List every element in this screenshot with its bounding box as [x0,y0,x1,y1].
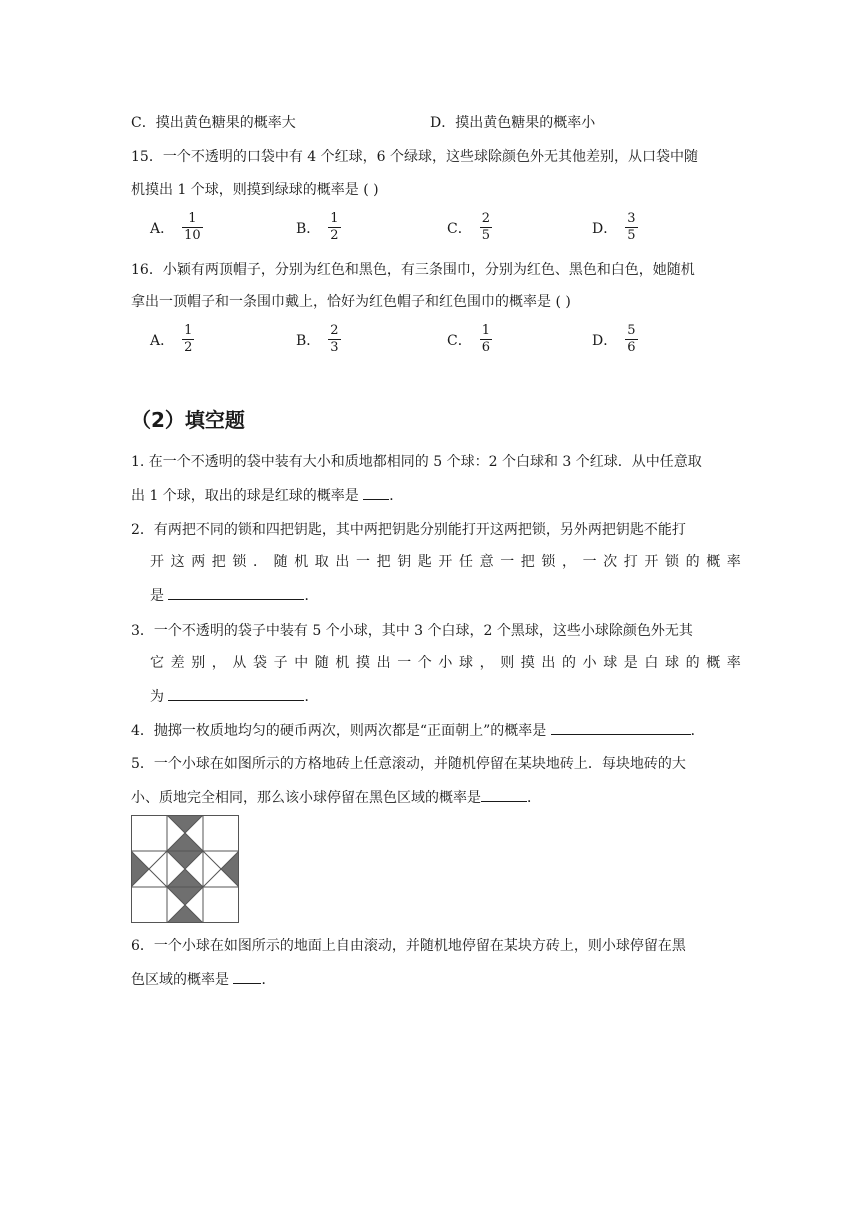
option-label: A． [150,220,175,237]
fill-q5-line1: 5．一个小球在如图所示的方格地砖上任意滚动，并随机停留在某块地砖上．每块地砖的大 [131,756,686,772]
fraction [182,211,203,244]
fill-q3-text: 为 [150,689,169,705]
fraction [480,323,492,356]
fill-q4-line [131,720,705,741]
shaded-triangle [131,851,149,887]
numerator: 2 [481,211,490,226]
tile-floor-figure [131,815,239,923]
fill-q4-text: 4．抛掷一枚质地均匀的硬币两次，则两次都是“正面朝上”的概率是 [131,723,551,739]
period: ． [389,488,404,504]
q15-option-d [592,211,638,244]
option-label: A． [150,332,175,349]
answer-blank [363,485,389,500]
option-label: C． [447,220,472,237]
q16-stem-line2: 拿出一顶帽子和一条围巾戴上，恰好为红色帽子和红色围巾的概率是 ( ) [131,294,571,310]
q16-option-d [592,323,638,356]
denominator: 10 [184,228,201,243]
denominator: 2 [330,228,339,243]
option-label: B． [296,332,321,349]
denominator: 6 [481,340,490,355]
numerator: 1 [481,323,490,338]
shaded-triangle [167,887,203,905]
numerator: 3 [627,211,636,226]
shaded-triangle [167,851,203,869]
option-label: D． [592,332,618,349]
fraction [625,323,637,356]
shaded-triangle [167,869,203,887]
q15-option-b [296,211,341,244]
option-label: C． [447,332,472,349]
fill-q2-text: 是 [150,588,169,604]
denominator: 3 [330,340,339,355]
fill-q2-line1: 2．有两把不同的锁和四把钥匙，其中两把钥匙分别能打开这两把锁，另外两把钥匙不能打 [131,522,686,538]
answer-blank [168,585,304,600]
fill-q6-line1: 6．一个小球在如图所示的地面上自由滚动，并随机地停留在某块方砖上，则小球停留在黑 [131,938,686,954]
shaded-triangle [167,833,203,851]
fraction [480,211,492,244]
fill-q6-line2 [131,969,275,990]
shaded-triangle [167,815,203,833]
fraction [328,323,340,356]
period: ． [527,790,541,806]
denominator: 2 [184,340,193,355]
fill-q6-text: 色区域的概率是 [131,972,234,988]
period: ． [690,723,705,739]
q16-option-b [296,323,341,356]
numerator: 1 [188,211,197,226]
answer-blank [551,720,691,735]
q15-option-c [447,211,492,244]
option-label: D． [592,220,618,237]
numerator: 5 [627,323,636,338]
fill-q5-line2 [131,787,541,808]
denominator: 5 [481,228,490,243]
period: ． [304,588,319,604]
shaded-triangle [167,905,203,923]
fill-q2-line2: 开这两把锁．随机取出一把钥匙开任意一把锁，一次打开锁的概率 [150,554,748,570]
q15-option-a [150,211,203,244]
q14-option-d: D．摸出黄色糖果的概率小 [430,115,596,131]
q16-option-c [447,323,492,356]
fraction [625,211,637,244]
fraction [328,211,340,244]
answer-blank [168,686,304,701]
period: ． [261,972,276,988]
q16-stem-line1: 16．小颖有两顶帽子，分别为红色和黑色，有三条围巾，分别为红色、黑色和白色，她随机 [131,262,695,278]
shaded-triangle [221,851,239,887]
section-title: （2）填空题 [131,408,245,432]
fraction [182,323,194,356]
fill-q3-line3 [150,686,318,707]
numerator: 1 [330,211,339,226]
numerator: 1 [184,323,193,338]
fill-q3-line2: 它差别，从袋子中随机摸出一个小球，则摸出的小球是白球的概率 [150,655,748,671]
answer-blank [233,969,261,984]
q15-stem-line2: 机摸出 1 个球，则摸到绿球的概率是 ( ) [131,182,379,198]
q16-option-a [150,323,194,356]
answer-blank [481,787,527,802]
fill-q1-text: 出 1 个球，取出的球是红球的概率是 [131,488,364,504]
denominator: 6 [627,340,636,355]
period: ． [304,689,319,705]
denominator: 5 [627,228,636,243]
q15-stem-line1: 15．一个不透明的口袋中有 4 个红球，6 个绿球，这些球除颜色外无其他差别，从口袋中随 [131,149,698,165]
fill-q1-line2 [131,485,403,506]
fill-q2-line3 [150,585,318,606]
option-label: B． [296,220,321,237]
fill-q3-line1: 3．一个不透明的袋子中装有 5 个小球，其中 3 个白球，2 个黑球，这些小球除颜色外无其 [131,623,693,639]
numerator: 2 [330,323,339,338]
fill-q5-text: 小、质地完全相同，那么该小球停留在黑色区域的概率是 [131,790,481,806]
q14-option-c: C．摸出黄色糖果的概率大 [131,115,296,131]
fill-q1-line1: 1. 在一个不透明的袋中装有大小和质地都相同的 5 个球：2 个白球和 3 个红球．从中任意取 [131,454,702,470]
